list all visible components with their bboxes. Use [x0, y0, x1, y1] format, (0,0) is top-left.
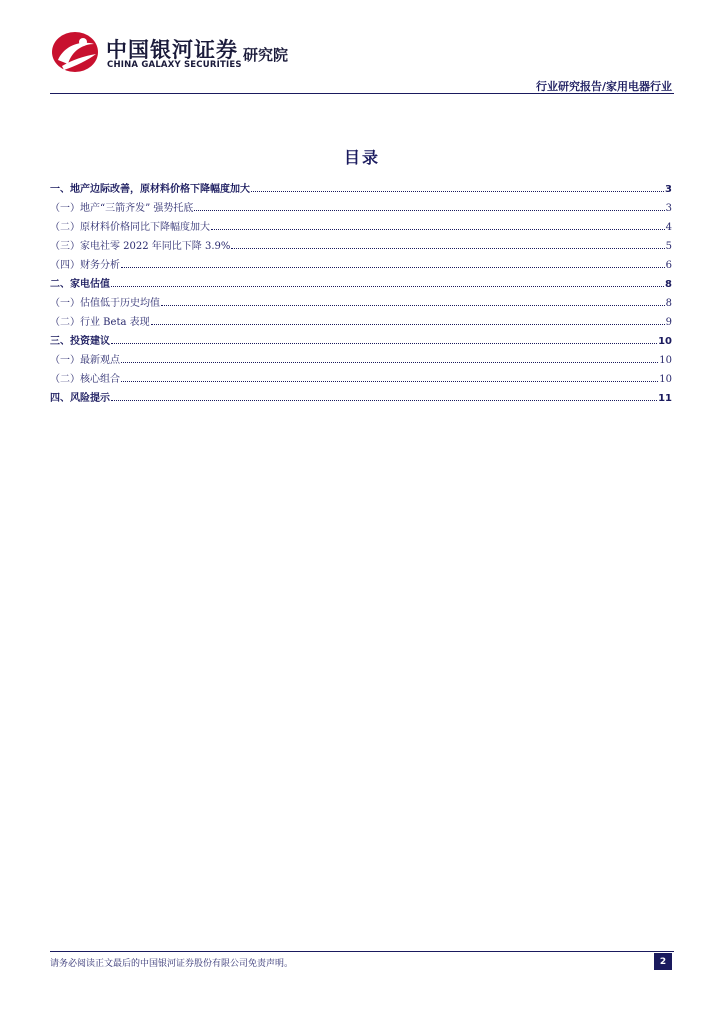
- company-logo: [50, 30, 300, 74]
- toc-entry[interactable]: [50, 214, 672, 233]
- toc-entry[interactable]: [50, 328, 672, 347]
- toc-dot-leader: [121, 380, 658, 382]
- toc-entry[interactable]: [50, 233, 672, 252]
- logo-english-name: CHINA GALAXY SECURITIES: [107, 60, 242, 70]
- toc-entry-page: 9: [665, 317, 672, 328]
- toc-entry-text: （四）财务分析: [50, 260, 120, 271]
- toc-entry-text: （一）最新观点: [50, 355, 120, 366]
- institute-name: 研究院: [243, 46, 289, 64]
- toc-entry[interactable]: [50, 176, 672, 195]
- logo-chinese-name: 中国银河证券: [106, 38, 238, 62]
- toc-dot-leader: [151, 323, 665, 325]
- toc-entry[interactable]: [50, 195, 672, 214]
- toc-entry-page: 3: [665, 184, 672, 195]
- toc-entry-page: 10: [658, 336, 672, 347]
- toc-entry-page: 4: [665, 222, 672, 233]
- galaxy-logo-icon: [50, 30, 100, 74]
- toc-entry-text: （三）家电社零 2022 年同比下降 3.9%: [50, 241, 231, 252]
- toc-entry-text: 四、风险提示: [50, 393, 110, 404]
- toc-entry-page: 8: [665, 298, 672, 309]
- toc-title: 目录: [343, 148, 380, 167]
- toc-entry-text: （二）行业 Beta 表现: [50, 317, 150, 328]
- toc-entry-text: （一）估值低于历史均值: [50, 298, 160, 309]
- header-divider: [50, 93, 674, 94]
- toc-dot-leader: [111, 399, 657, 401]
- toc-entry-text: 三、投资建议: [50, 336, 110, 347]
- toc-entry[interactable]: [50, 347, 672, 366]
- toc-entry-page: 5: [665, 241, 672, 252]
- toc-entry-page: 8: [665, 279, 672, 290]
- page-number: 2: [654, 953, 672, 970]
- toc-entry[interactable]: [50, 271, 672, 290]
- table-of-contents: [50, 176, 672, 404]
- toc-entry-text: 二、家电估值: [50, 279, 110, 290]
- footer-disclaimer: 请务必阅读正文最后的中国银河证券股份有限公司免责声明。: [50, 959, 294, 969]
- toc-entry-page: 10: [659, 355, 672, 366]
- toc-entry[interactable]: [50, 309, 672, 328]
- toc-entry-page: 11: [658, 393, 672, 404]
- toc-entry[interactable]: [50, 290, 672, 309]
- footer-divider: [50, 951, 674, 952]
- toc-entry-text: （一）地产“三箭齐发” 强势托底: [50, 203, 194, 214]
- toc-entry-text: 一、地产边际改善，原材料价格下降幅度加大: [50, 184, 250, 195]
- toc-dot-leader: [111, 342, 657, 344]
- toc-entry[interactable]: [50, 252, 672, 271]
- toc-entry-page: 6: [665, 260, 672, 271]
- toc-entry-page: 10: [659, 374, 672, 385]
- toc-entry-text: （二）核心组合: [50, 374, 120, 385]
- toc-dot-leader: [121, 266, 665, 268]
- toc-entry[interactable]: [50, 366, 672, 385]
- toc-entry-page: 3: [665, 203, 672, 214]
- report-type-label: 行业研究报告/家用电器行业: [535, 80, 672, 93]
- toc-dot-leader: [211, 228, 665, 230]
- toc-dot-leader: [194, 209, 664, 211]
- toc-dot-leader: [161, 304, 665, 306]
- toc-dot-leader: [111, 285, 664, 287]
- toc-entry[interactable]: [50, 385, 672, 404]
- toc-dot-leader: [251, 190, 664, 192]
- toc-dot-leader: [121, 361, 658, 363]
- toc-entry-text: （二）原材料价格同比下降幅度加大: [50, 222, 210, 233]
- toc-dot-leader: [231, 247, 664, 249]
